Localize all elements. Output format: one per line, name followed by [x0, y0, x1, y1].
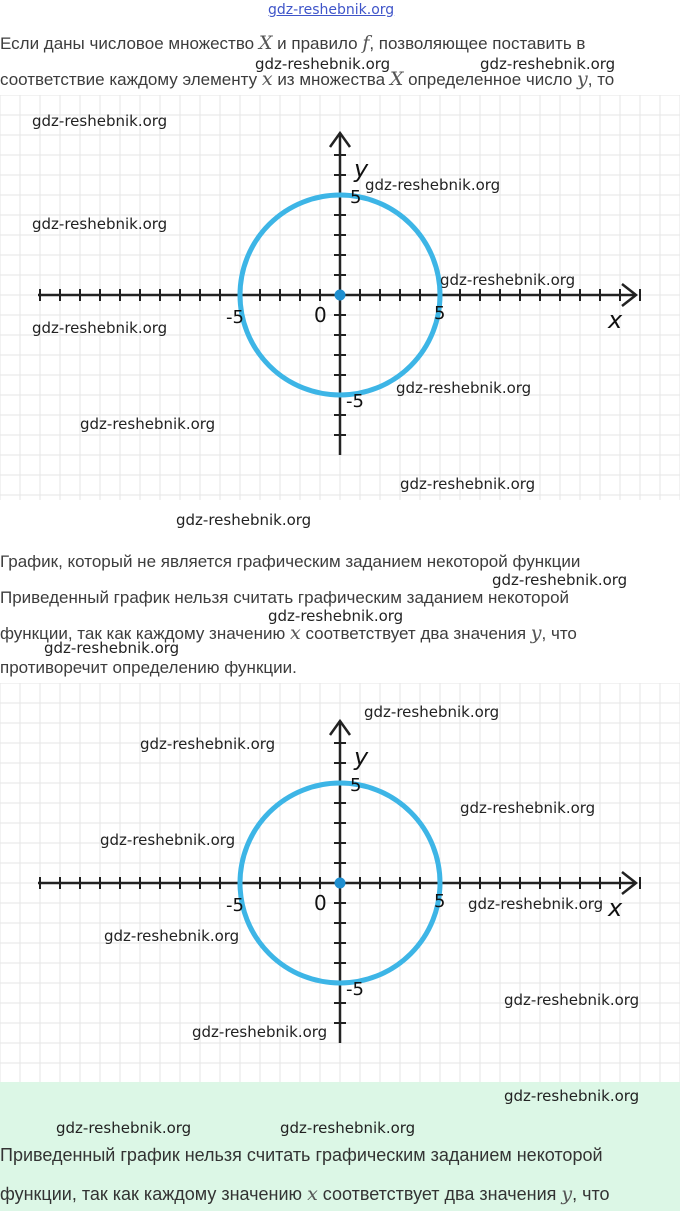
- watermark: gdz-reshebnik.org: [440, 271, 576, 289]
- watermark: gdz-reshebnik.org: [32, 215, 168, 233]
- x-axis-label: x: [608, 306, 623, 334]
- watermark: gdz-reshebnik.org: [268, 607, 404, 625]
- tick-label-y-neg5: -5: [346, 391, 364, 412]
- watermark: gdz-reshebnik.org: [280, 1119, 416, 1137]
- watermark: gdz-reshebnik.org: [32, 319, 168, 337]
- answer-line-2: [0, 1182, 610, 1206]
- watermark: gdz-reshebnik.org: [100, 831, 236, 849]
- intro-line-1: [0, 32, 585, 55]
- math-var-X: X: [389, 68, 404, 90]
- watermark: gdz-reshebnik.org: [364, 703, 500, 721]
- math-var-x: x: [290, 622, 301, 644]
- math-var-y: y: [577, 68, 588, 90]
- math-var-y: y: [530, 622, 542, 644]
- watermark: gdz-reshebnik.org: [104, 927, 240, 945]
- watermark: gdz-reshebnik.org: [80, 415, 216, 433]
- answer-text: , что: [572, 1184, 610, 1204]
- y-axis-label: y: [354, 155, 369, 183]
- watermark: gdz-reshebnik.org: [504, 991, 640, 1009]
- watermark: gdz-reshebnik.org: [504, 1087, 640, 1105]
- tick-label-x-neg5: -5: [226, 895, 244, 916]
- watermark: gdz-reshebnik.org: [32, 112, 168, 130]
- explanation-line-1: Приведенный график нельзя считать графическим заданием некоторой: [0, 588, 570, 607]
- y-axis-label: y: [354, 743, 369, 771]
- watermark: gdz-reshebnik.org: [56, 1119, 192, 1137]
- intro-text: из множества: [277, 70, 386, 89]
- answer-text: функции, так как каждому значению: [0, 1184, 303, 1204]
- graph-1: [0, 95, 680, 500]
- watermark: gdz-reshebnik.org: [365, 176, 501, 194]
- math-var-x: x: [307, 1183, 318, 1205]
- watermark: gdz-reshebnik.org: [176, 511, 312, 529]
- tick-label-y-pos5: 5: [350, 775, 362, 796]
- x-axis-label: x: [608, 894, 623, 922]
- tick-label-y-neg5: -5: [346, 979, 364, 1000]
- watermark: gdz-reshebnik.org: [255, 55, 391, 73]
- math-var-x: x: [261, 68, 273, 90]
- graph-2: [0, 683, 680, 1083]
- tick-label-x-pos5: 5: [434, 303, 446, 324]
- origin-label: 0: [314, 891, 327, 915]
- intro-text: и правило: [277, 34, 358, 53]
- tick-label-x-pos5: 5: [434, 891, 446, 912]
- answer-line-1: Приведенный график нельзя считать графическим заданием некоторой: [0, 1145, 603, 1165]
- watermark: gdz-reshebnik.org: [468, 895, 604, 913]
- watermark: gdz-reshebnik.org: [44, 639, 180, 657]
- intro-text: определенное число: [408, 70, 573, 89]
- explanation-text: функции, так как каждому значению: [0, 624, 286, 643]
- watermark: gdz-reshebnik.org: [400, 475, 536, 493]
- watermark: gdz-reshebnik.org: [480, 55, 616, 73]
- site-link[interactable]: gdz-reshebnik.org: [268, 2, 395, 18]
- intro-text: , позволяющее поставить в: [369, 34, 586, 53]
- watermark: gdz-reshebnik.org: [460, 799, 596, 817]
- explanation-line-3: противоречит определению функции.: [0, 658, 297, 677]
- origin-label: 0: [314, 303, 327, 327]
- section-heading: График, который не является графическим заданием некоторой функции: [0, 552, 581, 571]
- watermark: gdz-reshebnik.org: [396, 379, 532, 397]
- tick-label-y-pos5: 5: [350, 187, 362, 208]
- explanation-text: , что: [541, 624, 577, 643]
- explanation-text: соответствует два значения: [305, 624, 527, 643]
- origin-point: [335, 290, 346, 301]
- circle-chart-1: [0, 95, 680, 500]
- watermark: gdz-reshebnik.org: [192, 1023, 328, 1041]
- math-var-X: X: [258, 32, 273, 54]
- circle-chart-2: [0, 683, 680, 1083]
- watermark: gdz-reshebnik.org: [140, 735, 276, 753]
- intro-text: , то: [587, 70, 615, 89]
- answer-text: соответствует два значения: [322, 1184, 557, 1204]
- intro-text: соответствие каждому элементу: [0, 70, 258, 89]
- math-var-y: y: [561, 1183, 573, 1205]
- math-var-f: f: [362, 32, 370, 54]
- watermark: gdz-reshebnik.org: [492, 571, 628, 589]
- origin-point: [335, 878, 346, 889]
- intro-text: Если даны числовое множество: [0, 34, 255, 53]
- tick-label-x-neg5: -5: [226, 307, 244, 328]
